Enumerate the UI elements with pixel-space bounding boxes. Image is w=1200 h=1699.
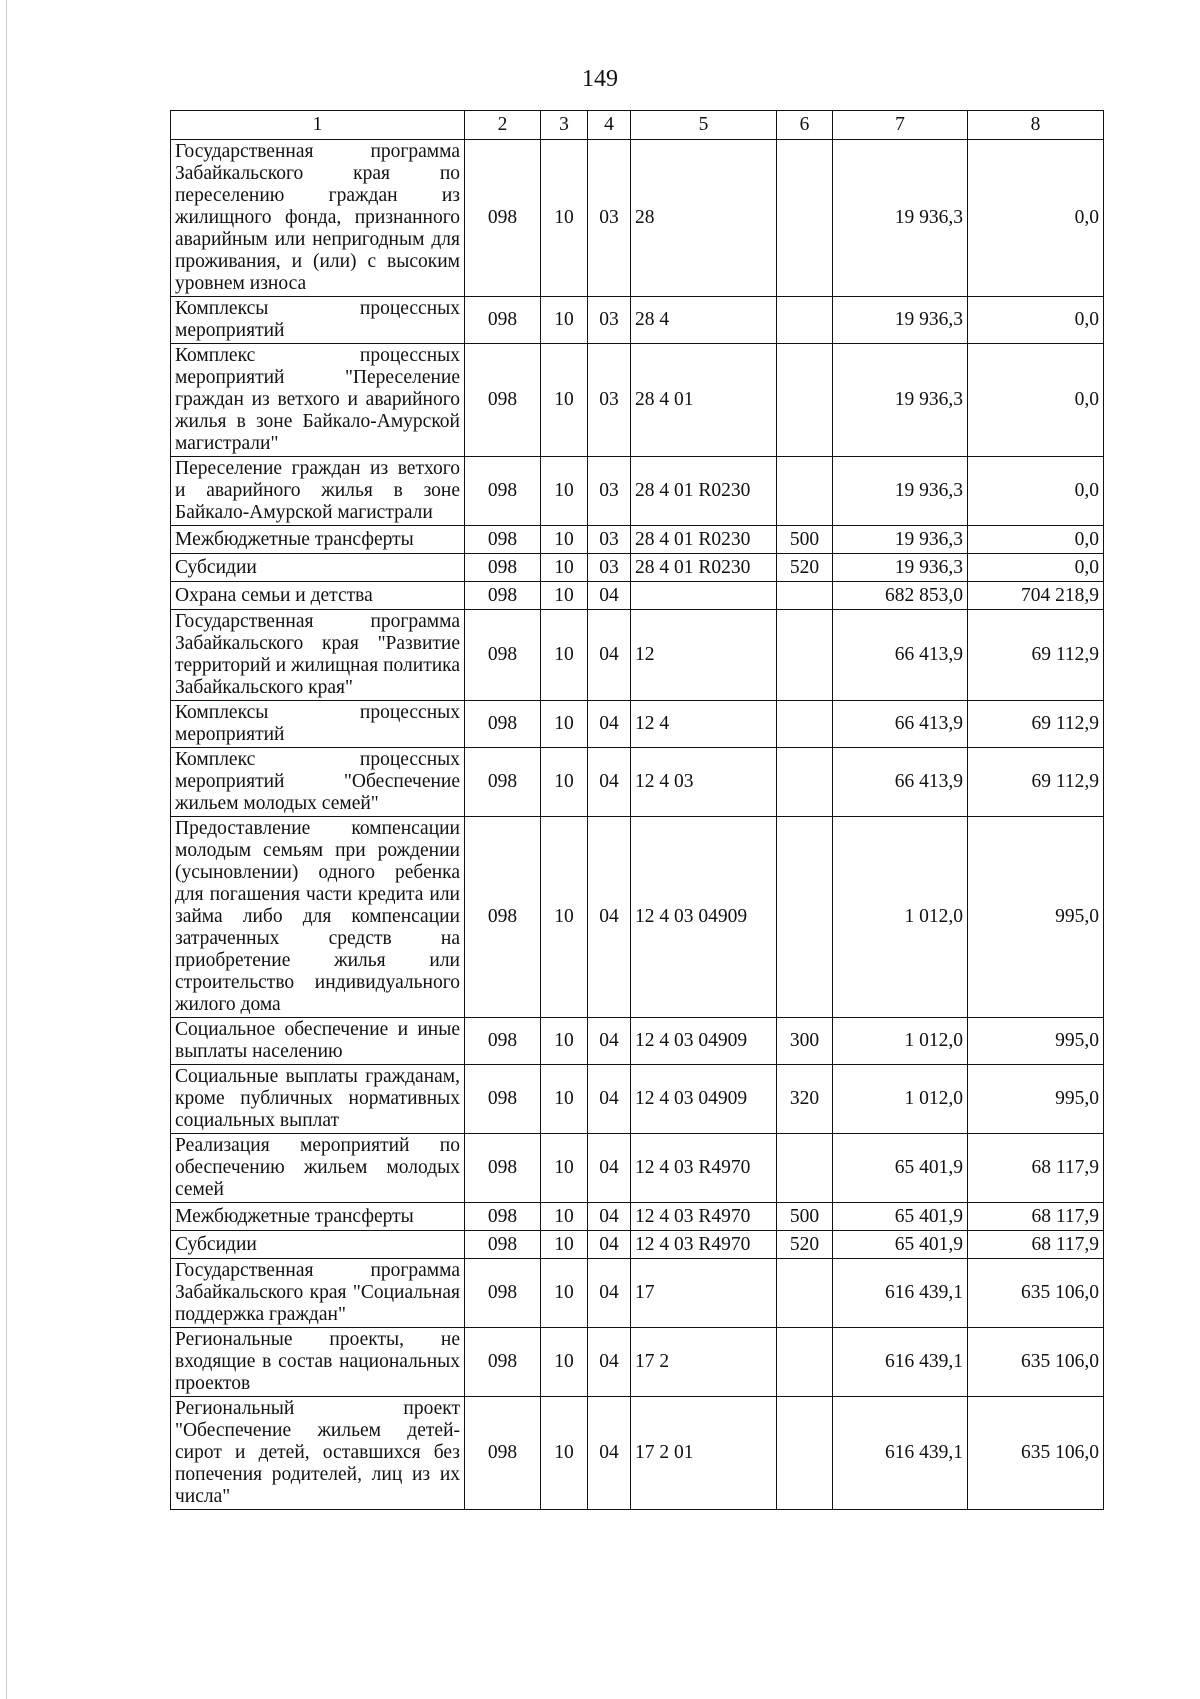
section-cell: 10 bbox=[541, 457, 588, 526]
section-cell: 10 bbox=[541, 1134, 588, 1203]
amount-year1-cell: 66 413,9 bbox=[833, 701, 968, 748]
amount-year1-cell: 1 012,0 bbox=[833, 1065, 968, 1134]
subsection-cell: 03 bbox=[588, 457, 631, 526]
page-edge bbox=[6, 0, 7, 1699]
amount-year2-cell: 69 112,9 bbox=[968, 748, 1104, 817]
subsection-cell: 04 bbox=[588, 748, 631, 817]
table-row bbox=[171, 1065, 1104, 1134]
section-cell: 10 bbox=[541, 1065, 588, 1134]
ministry-code-cell: 098 bbox=[465, 610, 541, 701]
target-article-cell: 17 2 bbox=[631, 1328, 777, 1397]
expense-type-cell bbox=[777, 1328, 833, 1397]
table-row bbox=[171, 1328, 1104, 1397]
subsection-cell: 03 bbox=[588, 297, 631, 344]
item-name-cell: Комплексы процессных мероприятий bbox=[171, 297, 465, 344]
column-header: 5 bbox=[631, 111, 777, 140]
amount-year1-cell: 19 936,3 bbox=[833, 457, 968, 526]
table-row bbox=[171, 1134, 1104, 1203]
table-row bbox=[171, 1018, 1104, 1065]
amount-year1-cell: 66 413,9 bbox=[833, 610, 968, 701]
column-header: 8 bbox=[968, 111, 1104, 140]
column-header: 4 bbox=[588, 111, 631, 140]
section-cell: 10 bbox=[541, 1328, 588, 1397]
subsection-cell: 04 bbox=[588, 1231, 631, 1259]
item-name-cell: Охрана семьи и детства bbox=[171, 582, 465, 610]
subsection-cell: 04 bbox=[588, 701, 631, 748]
ministry-code-cell: 098 bbox=[465, 526, 541, 554]
amount-year1-cell: 19 936,3 bbox=[833, 140, 968, 297]
item-name-cell: Реализация мероприятий по обеспечению жильем молодых семей bbox=[171, 1134, 465, 1203]
amount-year2-cell: 68 117,9 bbox=[968, 1203, 1104, 1231]
section-cell: 10 bbox=[541, 610, 588, 701]
ministry-code-cell: 098 bbox=[465, 344, 541, 457]
expense-type-cell: 500 bbox=[777, 1203, 833, 1231]
expense-type-cell bbox=[777, 1134, 833, 1203]
expense-type-cell: 520 bbox=[777, 554, 833, 582]
subsection-cell: 04 bbox=[588, 1018, 631, 1065]
expense-type-cell bbox=[777, 610, 833, 701]
item-name-cell: Переселение граждан из ветхого и аварийного жилья в зоне Байкало-Амурской магистрали bbox=[171, 457, 465, 526]
expense-type-cell bbox=[777, 140, 833, 297]
section-cell: 10 bbox=[541, 1231, 588, 1259]
ministry-code-cell: 098 bbox=[465, 1203, 541, 1231]
table-row bbox=[171, 457, 1104, 526]
amount-year1-cell: 616 439,1 bbox=[833, 1259, 968, 1328]
subsection-cell: 04 bbox=[588, 1134, 631, 1203]
expense-type-cell: 320 bbox=[777, 1065, 833, 1134]
section-cell: 10 bbox=[541, 701, 588, 748]
section-cell: 10 bbox=[541, 748, 588, 817]
amount-year2-cell: 68 117,9 bbox=[968, 1231, 1104, 1259]
amount-year2-cell: 0,0 bbox=[968, 526, 1104, 554]
amount-year2-cell: 0,0 bbox=[968, 344, 1104, 457]
amount-year2-cell: 995,0 bbox=[968, 817, 1104, 1018]
amount-year1-cell: 19 936,3 bbox=[833, 526, 968, 554]
subsection-cell: 04 bbox=[588, 1397, 631, 1510]
amount-year1-cell: 19 936,3 bbox=[833, 344, 968, 457]
ministry-code-cell: 098 bbox=[465, 1018, 541, 1065]
amount-year1-cell: 66 413,9 bbox=[833, 748, 968, 817]
amount-year1-cell: 1 012,0 bbox=[833, 817, 968, 1018]
amount-year2-cell: 0,0 bbox=[968, 554, 1104, 582]
expense-type-cell bbox=[777, 582, 833, 610]
subsection-cell: 04 bbox=[588, 1259, 631, 1328]
section-cell: 10 bbox=[541, 1397, 588, 1510]
item-name-cell: Комплексы процессных мероприятий bbox=[171, 701, 465, 748]
amount-year2-cell: 704 218,9 bbox=[968, 582, 1104, 610]
subsection-cell: 04 bbox=[588, 582, 631, 610]
ministry-code-cell: 098 bbox=[465, 457, 541, 526]
subsection-cell: 04 bbox=[588, 610, 631, 701]
expense-type-cell: 520 bbox=[777, 1231, 833, 1259]
amount-year2-cell: 0,0 bbox=[968, 140, 1104, 297]
amount-year1-cell: 65 401,9 bbox=[833, 1134, 968, 1203]
ministry-code-cell: 098 bbox=[465, 1397, 541, 1510]
ministry-code-cell: 098 bbox=[465, 701, 541, 748]
item-name-cell: Субсидии bbox=[171, 1231, 465, 1259]
item-name-cell: Предоставление компенсации молодым семьям при рождении (усыновлении) одного ребенка для погашения части кредита или займа либо для компенсации затраченных средств на приобретение жилья или строительство индивидуального жилого дома bbox=[171, 817, 465, 1018]
ministry-code-cell: 098 bbox=[465, 1328, 541, 1397]
expense-type-cell bbox=[777, 817, 833, 1018]
expense-type-cell bbox=[777, 344, 833, 457]
target-article-cell: 12 4 03 R4970 bbox=[631, 1231, 777, 1259]
target-article-cell: 28 4 01 R0230 bbox=[631, 526, 777, 554]
expense-type-cell bbox=[777, 457, 833, 526]
column-header: 7 bbox=[833, 111, 968, 140]
item-name-cell: Комплекс процессных мероприятий "Обеспечение жильем молодых семей" bbox=[171, 748, 465, 817]
ministry-code-cell: 098 bbox=[465, 1259, 541, 1328]
amount-year2-cell: 69 112,9 bbox=[968, 610, 1104, 701]
amount-year2-cell: 68 117,9 bbox=[968, 1134, 1104, 1203]
target-article-cell: 28 bbox=[631, 140, 777, 297]
target-article-cell: 28 4 01 R0230 bbox=[631, 554, 777, 582]
budget-table bbox=[170, 110, 1104, 1510]
table-row bbox=[171, 748, 1104, 817]
table-row bbox=[171, 1259, 1104, 1328]
expense-type-cell bbox=[777, 748, 833, 817]
target-article-cell: 12 4 03 R4970 bbox=[631, 1203, 777, 1231]
item-name-cell: Социальные выплаты гражданам, кроме публичных нормативных социальных выплат bbox=[171, 1065, 465, 1134]
table-row bbox=[171, 610, 1104, 701]
amount-year1-cell: 616 439,1 bbox=[833, 1397, 968, 1510]
item-name-cell: Комплекс процессных мероприятий "Переселение граждан из ветхого и аварийного жилья в зоне Байкало-Амурской магистрали" bbox=[171, 344, 465, 457]
item-name-cell: Государственная программа Забайкальского края "Развитие территорий и жилищная политика Забайкальского края" bbox=[171, 610, 465, 701]
amount-year1-cell: 19 936,3 bbox=[833, 297, 968, 344]
section-cell: 10 bbox=[541, 1018, 588, 1065]
ministry-code-cell: 098 bbox=[465, 1134, 541, 1203]
item-name-cell: Социальное обеспечение и иные выплаты населению bbox=[171, 1018, 465, 1065]
ministry-code-cell: 098 bbox=[465, 1065, 541, 1134]
table-row bbox=[171, 582, 1104, 610]
target-article-cell: 28 4 01 R0230 bbox=[631, 457, 777, 526]
subsection-cell: 04 bbox=[588, 1328, 631, 1397]
ministry-code-cell: 098 bbox=[465, 554, 541, 582]
expense-type-cell bbox=[777, 1259, 833, 1328]
amount-year1-cell: 19 936,3 bbox=[833, 554, 968, 582]
ministry-code-cell: 098 bbox=[465, 817, 541, 1018]
amount-year1-cell: 65 401,9 bbox=[833, 1203, 968, 1231]
ministry-code-cell: 098 bbox=[465, 582, 541, 610]
section-cell: 10 bbox=[541, 140, 588, 297]
item-name-cell: Межбюджетные трансферты bbox=[171, 526, 465, 554]
table-row bbox=[171, 1203, 1104, 1231]
amount-year2-cell: 635 106,0 bbox=[968, 1259, 1104, 1328]
target-article-cell: 17 bbox=[631, 1259, 777, 1328]
target-article-cell: 12 4 03 04909 bbox=[631, 1065, 777, 1134]
expense-type-cell: 500 bbox=[777, 526, 833, 554]
table-row bbox=[171, 554, 1104, 582]
column-header: 2 bbox=[465, 111, 541, 140]
target-article-cell: 12 4 bbox=[631, 701, 777, 748]
subsection-cell: 03 bbox=[588, 140, 631, 297]
table-row bbox=[171, 1231, 1104, 1259]
table-row bbox=[171, 297, 1104, 344]
section-cell: 10 bbox=[541, 297, 588, 344]
target-article-cell bbox=[631, 582, 777, 610]
subsection-cell: 04 bbox=[588, 1065, 631, 1134]
item-name-cell: Государственная программа Забайкальского края по переселению граждан из жилищного фонда, признанного аварийным или непригодным для проживания, и (или) с высоким уровнем износа bbox=[171, 140, 465, 297]
subsection-cell: 03 bbox=[588, 554, 631, 582]
table-row bbox=[171, 140, 1104, 297]
table-row bbox=[171, 1397, 1104, 1510]
amount-year1-cell: 65 401,9 bbox=[833, 1231, 968, 1259]
expense-type-cell bbox=[777, 1397, 833, 1510]
expense-type-cell bbox=[777, 297, 833, 344]
table-body bbox=[171, 140, 1104, 1510]
section-cell: 10 bbox=[541, 526, 588, 554]
item-name-cell: Межбюджетные трансферты bbox=[171, 1203, 465, 1231]
table-row bbox=[171, 526, 1104, 554]
expense-type-cell: 300 bbox=[777, 1018, 833, 1065]
target-article-cell: 12 4 03 bbox=[631, 748, 777, 817]
section-cell: 10 bbox=[541, 817, 588, 1018]
column-header: 1 bbox=[171, 111, 465, 140]
amount-year2-cell: 995,0 bbox=[968, 1065, 1104, 1134]
ministry-code-cell: 098 bbox=[465, 1231, 541, 1259]
subsection-cell: 03 bbox=[588, 344, 631, 457]
amount-year1-cell: 616 439,1 bbox=[833, 1328, 968, 1397]
amount-year2-cell: 995,0 bbox=[968, 1018, 1104, 1065]
amount-year2-cell: 0,0 bbox=[968, 457, 1104, 526]
table-header-row bbox=[171, 111, 1104, 140]
column-header: 3 bbox=[541, 111, 588, 140]
table-row bbox=[171, 344, 1104, 457]
ministry-code-cell: 098 bbox=[465, 140, 541, 297]
target-article-cell: 12 4 03 04909 bbox=[631, 1018, 777, 1065]
item-name-cell: Государственная программа Забайкальского края "Социальная поддержка граждан" bbox=[171, 1259, 465, 1328]
amount-year2-cell: 0,0 bbox=[968, 297, 1104, 344]
subsection-cell: 04 bbox=[588, 817, 631, 1018]
ministry-code-cell: 098 bbox=[465, 297, 541, 344]
amount-year2-cell: 69 112,9 bbox=[968, 701, 1104, 748]
amount-year1-cell: 682 853,0 bbox=[833, 582, 968, 610]
target-article-cell: 17 2 01 bbox=[631, 1397, 777, 1510]
target-article-cell: 12 4 03 R4970 bbox=[631, 1134, 777, 1203]
table-row bbox=[171, 701, 1104, 748]
target-article-cell: 12 bbox=[631, 610, 777, 701]
page-number: 149 bbox=[582, 66, 618, 92]
item-name-cell: Региональный проект "Обеспечение жильем детей-сирот и детей, оставшихся без попечения родителей, лиц из их числа" bbox=[171, 1397, 465, 1510]
target-article-cell: 28 4 bbox=[631, 297, 777, 344]
section-cell: 10 bbox=[541, 1259, 588, 1328]
section-cell: 10 bbox=[541, 582, 588, 610]
item-name-cell: Региональные проекты, не входящие в состав национальных проектов bbox=[171, 1328, 465, 1397]
item-name-cell: Субсидии bbox=[171, 554, 465, 582]
section-cell: 10 bbox=[541, 1203, 588, 1231]
column-header: 6 bbox=[777, 111, 833, 140]
table-row bbox=[171, 817, 1104, 1018]
amount-year1-cell: 1 012,0 bbox=[833, 1018, 968, 1065]
expense-type-cell bbox=[777, 701, 833, 748]
subsection-cell: 03 bbox=[588, 526, 631, 554]
target-article-cell: 28 4 01 bbox=[631, 344, 777, 457]
amount-year2-cell: 635 106,0 bbox=[968, 1328, 1104, 1397]
section-cell: 10 bbox=[541, 344, 588, 457]
subsection-cell: 04 bbox=[588, 1203, 631, 1231]
amount-year2-cell: 635 106,0 bbox=[968, 1397, 1104, 1510]
target-article-cell: 12 4 03 04909 bbox=[631, 817, 777, 1018]
ministry-code-cell: 098 bbox=[465, 748, 541, 817]
section-cell: 10 bbox=[541, 554, 588, 582]
